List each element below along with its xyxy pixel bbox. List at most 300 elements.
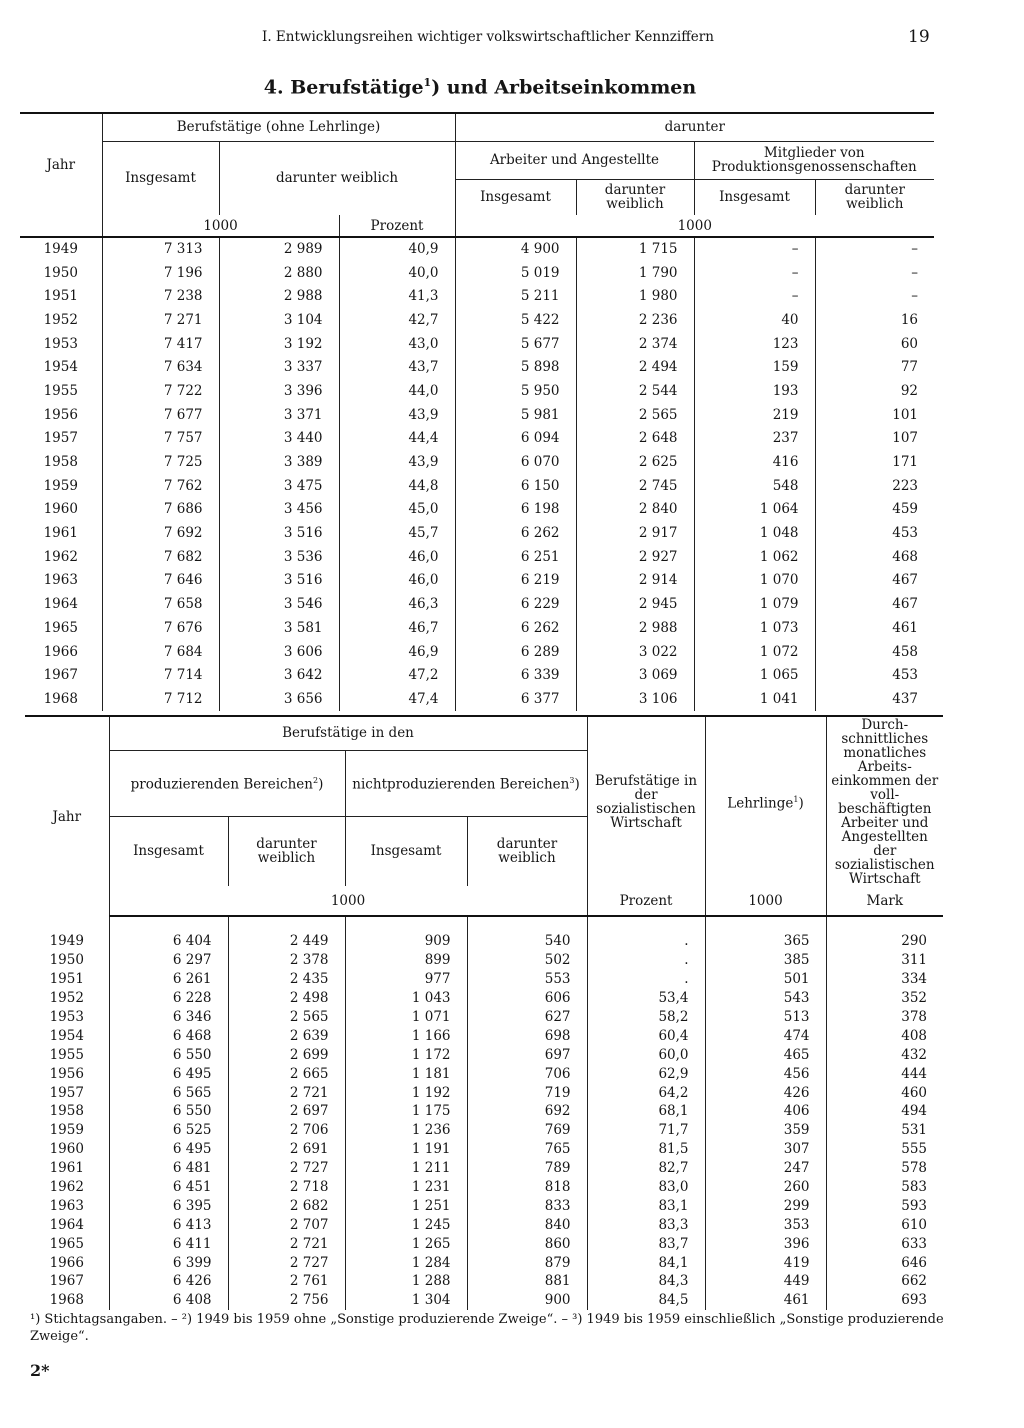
page-title bbox=[0, 76, 960, 98]
table-cell: 698 bbox=[467, 1026, 587, 1045]
table-cell: 237 bbox=[694, 427, 815, 451]
table-row bbox=[25, 1215, 943, 1234]
table-cell: 84,1 bbox=[587, 1253, 705, 1272]
table-cell: 1 064 bbox=[694, 498, 815, 522]
footnote: ¹) Stichtagsangaben. – ²) 1949 bis 1959 ohne „Sonstige produzierende Zweige“. – ³) 1949 bis 1959 einschließlich „Sonstige produzierende Zweige“. bbox=[30, 1312, 944, 1344]
table-cell: 1 070 bbox=[694, 569, 815, 593]
table-cell: 6 198 bbox=[455, 498, 576, 522]
table-cell: 7 271 bbox=[102, 308, 219, 332]
table-cell: 2 745 bbox=[576, 474, 694, 498]
table-row bbox=[25, 951, 943, 970]
table-cell: 6 262 bbox=[455, 616, 576, 640]
table-cell: 219 bbox=[694, 403, 815, 427]
table-cell: 62,9 bbox=[587, 1064, 705, 1083]
table-cell: 6 228 bbox=[109, 989, 228, 1008]
table-cell: 2 498 bbox=[228, 989, 345, 1008]
col-jahr: Jahr bbox=[20, 113, 102, 215]
table-cell: 1 265 bbox=[345, 1234, 467, 1253]
row-year: 1965 bbox=[25, 1234, 109, 1253]
table-cell: 43,9 bbox=[339, 450, 455, 474]
col-darunter: darunter bbox=[455, 113, 934, 141]
table-row bbox=[20, 640, 934, 664]
table-row bbox=[20, 663, 934, 687]
table-cell: 7 757 bbox=[102, 427, 219, 451]
table-cell: 6 070 bbox=[455, 450, 576, 474]
table-cell: 6 525 bbox=[109, 1121, 228, 1140]
row-year: 1957 bbox=[25, 1083, 109, 1102]
table-cell: 456 bbox=[705, 1064, 826, 1083]
table-cell: 548 bbox=[694, 474, 815, 498]
table-cell: 406 bbox=[705, 1102, 826, 1121]
table-cell: 83,3 bbox=[587, 1215, 705, 1234]
col2-sozialistisch: Berufstätige in der sozialistischen Wirtschaft bbox=[587, 716, 705, 886]
table-cell: 159 bbox=[694, 355, 815, 379]
table-cell: 46,9 bbox=[339, 640, 455, 664]
table-cell: 44,8 bbox=[339, 474, 455, 498]
table-cell: 1 980 bbox=[576, 284, 694, 308]
table-cell: 2 727 bbox=[228, 1159, 345, 1178]
table-cell: 467 bbox=[892, 572, 919, 589]
table-cell: 1 790 bbox=[576, 261, 694, 285]
table-cell: 3 656 bbox=[219, 687, 339, 711]
table-cell: 818 bbox=[467, 1178, 587, 1197]
table-cell: 2 665 bbox=[228, 1064, 345, 1083]
table-cell: 7 238 bbox=[102, 284, 219, 308]
table-cell: 396 bbox=[705, 1234, 826, 1253]
table-cell: 444 bbox=[901, 1065, 928, 1082]
table-cell: 468 bbox=[892, 548, 919, 565]
row-year: 1964 bbox=[25, 1215, 109, 1234]
table-cell: 2 721 bbox=[228, 1234, 345, 1253]
row-year: 1966 bbox=[20, 640, 102, 664]
table-cell: 5 950 bbox=[455, 379, 576, 403]
table-cell: 43,0 bbox=[339, 332, 455, 356]
table-row bbox=[20, 474, 934, 498]
table-cell: 3 337 bbox=[219, 355, 339, 379]
table-cell: 531 bbox=[901, 1122, 928, 1139]
table-cell: 45,7 bbox=[339, 521, 455, 545]
table-cell: 860 bbox=[467, 1234, 587, 1253]
unit-prozent: Prozent bbox=[339, 215, 455, 237]
table-cell: 5 211 bbox=[455, 284, 576, 308]
table-cell: 977 bbox=[345, 970, 467, 989]
table-cell: 646 bbox=[901, 1254, 928, 1271]
row-year: 1959 bbox=[25, 1121, 109, 1140]
table-cell: 60 bbox=[900, 335, 919, 352]
table-cell: 2 945 bbox=[576, 592, 694, 616]
table-cell: 3 106 bbox=[576, 687, 694, 711]
table-cell: 2 544 bbox=[576, 379, 694, 403]
table-cell: 461 bbox=[892, 619, 919, 636]
table-cell: 58,2 bbox=[587, 1008, 705, 1027]
table-cell: – bbox=[911, 288, 919, 305]
table-row bbox=[20, 308, 934, 332]
table-cell: 44,4 bbox=[339, 427, 455, 451]
table-cell: 6 411 bbox=[109, 1234, 228, 1253]
col-a-darunter-weiblich: darunter weiblich bbox=[576, 179, 694, 215]
col2-p-darunter-weiblich: darunter weiblich bbox=[228, 816, 345, 886]
table-cell: 6 377 bbox=[455, 687, 576, 711]
table-cell: 307 bbox=[705, 1140, 826, 1159]
table-cell: 458 bbox=[892, 643, 919, 660]
table-row bbox=[25, 1140, 943, 1159]
row-year: 1960 bbox=[25, 1140, 109, 1159]
table-cell: 2 988 bbox=[219, 284, 339, 308]
unit2-mark: Mark bbox=[826, 886, 943, 916]
table-cell: 43,9 bbox=[339, 403, 455, 427]
table-cell: 2 682 bbox=[228, 1196, 345, 1215]
table-cell: 789 bbox=[467, 1159, 587, 1178]
table-cell: 2 988 bbox=[576, 616, 694, 640]
table-cell: 7 762 bbox=[102, 474, 219, 498]
table-cell: 583 bbox=[901, 1179, 928, 1196]
table-row bbox=[20, 237, 934, 261]
table-cell: 1 072 bbox=[694, 640, 815, 664]
table-cell: 299 bbox=[705, 1196, 826, 1215]
table-cell: 2 565 bbox=[576, 403, 694, 427]
table-cell: – bbox=[694, 261, 815, 285]
table-cell: 2 761 bbox=[228, 1272, 345, 1291]
table-cell: 3 516 bbox=[219, 569, 339, 593]
table-cell: 3 069 bbox=[576, 663, 694, 687]
table-cell: 1 245 bbox=[345, 1215, 467, 1234]
table-row bbox=[25, 1064, 943, 1083]
table-cell: 2 565 bbox=[228, 1008, 345, 1027]
table-cell: 84,5 bbox=[587, 1291, 705, 1310]
table-cell: – bbox=[694, 237, 815, 261]
table-cell: 3 546 bbox=[219, 592, 339, 616]
table-row bbox=[25, 1045, 943, 1064]
table-cell: 2 378 bbox=[228, 951, 345, 970]
table-cell: 3 606 bbox=[219, 640, 339, 664]
table-cell: 6 262 bbox=[455, 521, 576, 545]
table-cell: 1 062 bbox=[694, 545, 815, 569]
unit2-1000: 1000 bbox=[109, 886, 587, 916]
page-number: 19 bbox=[908, 27, 930, 47]
table-cell: 5 019 bbox=[455, 261, 576, 285]
table-cell: 2 639 bbox=[228, 1026, 345, 1045]
table-cell: 697 bbox=[467, 1045, 587, 1064]
table-cell: 6 339 bbox=[455, 663, 576, 687]
row-year: 1960 bbox=[20, 498, 102, 522]
row-year: 1958 bbox=[25, 1102, 109, 1121]
table-cell: 81,5 bbox=[587, 1140, 705, 1159]
table-cell: 6 297 bbox=[109, 951, 228, 970]
table-row bbox=[20, 355, 934, 379]
table-cell: 3 389 bbox=[219, 450, 339, 474]
table-cell: 2 917 bbox=[576, 521, 694, 545]
col-berufstaetige: Berufstätige (ohne Lehrlinge) bbox=[102, 113, 455, 141]
table-cell: 40,0 bbox=[339, 261, 455, 285]
table-row bbox=[20, 379, 934, 403]
table-cell: 123 bbox=[694, 332, 815, 356]
table-cell: 460 bbox=[901, 1084, 928, 1101]
table-cell: 83,1 bbox=[587, 1196, 705, 1215]
table-cell: 2 625 bbox=[576, 450, 694, 474]
table-cell: 6 219 bbox=[455, 569, 576, 593]
row-year: 1951 bbox=[25, 970, 109, 989]
table-cell: 3 371 bbox=[219, 403, 339, 427]
table-cell: 334 bbox=[901, 971, 928, 988]
table-row bbox=[25, 1178, 943, 1197]
table-cell: 2 880 bbox=[219, 261, 339, 285]
table-cell: 352 bbox=[901, 990, 928, 1007]
table-cell: 719 bbox=[467, 1083, 587, 1102]
table-cell: 6 404 bbox=[109, 932, 228, 951]
table-cell: 7 725 bbox=[102, 450, 219, 474]
table-cell: . bbox=[587, 970, 705, 989]
table-cell: 6 413 bbox=[109, 1215, 228, 1234]
table-row bbox=[25, 1083, 943, 1102]
table-row bbox=[25, 1121, 943, 1140]
table-row bbox=[25, 1253, 943, 1272]
table-cell: 84,3 bbox=[587, 1272, 705, 1291]
title-footnote-ref: 1 bbox=[423, 76, 432, 89]
col2-berufstaetige-in-den: Berufstätige in den bbox=[109, 716, 587, 750]
page-mark: 2* bbox=[30, 1361, 50, 1380]
table-cell: 1 181 bbox=[345, 1064, 467, 1083]
table-cell: 7 658 bbox=[102, 592, 219, 616]
table-cell: 474 bbox=[705, 1026, 826, 1045]
table-cell: 1 191 bbox=[345, 1140, 467, 1159]
table-cell: 2 927 bbox=[576, 545, 694, 569]
table-cell: 2 697 bbox=[228, 1102, 345, 1121]
table-row bbox=[25, 932, 943, 951]
row-year: 1955 bbox=[25, 1045, 109, 1064]
table-cell: 68,1 bbox=[587, 1102, 705, 1121]
table-cell: 769 bbox=[467, 1121, 587, 1140]
table-row bbox=[20, 284, 934, 308]
table-cell: 60,4 bbox=[587, 1026, 705, 1045]
table-cell: 437 bbox=[892, 690, 919, 707]
table-cell: 6 481 bbox=[109, 1159, 228, 1178]
table-cell: 359 bbox=[705, 1121, 826, 1140]
table-cell: 3 396 bbox=[219, 379, 339, 403]
row-year: 1956 bbox=[25, 1064, 109, 1083]
row-year: 1956 bbox=[20, 403, 102, 427]
table-cell: 540 bbox=[467, 932, 587, 951]
table-cell: 3 456 bbox=[219, 498, 339, 522]
table-cell: 107 bbox=[892, 430, 919, 447]
table-cell: 2 840 bbox=[576, 498, 694, 522]
row-year: 1951 bbox=[20, 284, 102, 308]
table-cell: 6 550 bbox=[109, 1045, 228, 1064]
table-cell: 610 bbox=[901, 1216, 928, 1233]
row-year: 1949 bbox=[20, 237, 102, 261]
running-title: I. Entwicklungsreihen wichtiger volkswirtschaftlicher Kennziffern bbox=[262, 29, 714, 45]
table-cell: 692 bbox=[467, 1102, 587, 1121]
table-cell: 2 707 bbox=[228, 1215, 345, 1234]
table-cell: 6 565 bbox=[109, 1083, 228, 1102]
table-cell: 1 236 bbox=[345, 1121, 467, 1140]
row-year: 1957 bbox=[20, 427, 102, 451]
table-cell: 3 642 bbox=[219, 663, 339, 687]
row-year: 1962 bbox=[25, 1178, 109, 1197]
table-cell: 553 bbox=[467, 970, 587, 989]
table-row bbox=[20, 545, 934, 569]
table-cell: 5 981 bbox=[455, 403, 576, 427]
table-cell: 1 231 bbox=[345, 1178, 467, 1197]
table-cell: 6 251 bbox=[455, 545, 576, 569]
table-cell: 899 bbox=[345, 951, 467, 970]
table-row bbox=[20, 521, 934, 545]
table-cell: 7 676 bbox=[102, 616, 219, 640]
table-cell: 42,7 bbox=[339, 308, 455, 332]
row-year: 1966 bbox=[25, 1253, 109, 1272]
table-cell: 6 229 bbox=[455, 592, 576, 616]
table-cell: 311 bbox=[901, 952, 928, 969]
table-cell: 459 bbox=[892, 501, 919, 518]
table-cell: 40 bbox=[694, 308, 815, 332]
table-cell: 494 bbox=[901, 1103, 928, 1120]
table-cell: 465 bbox=[705, 1045, 826, 1064]
table-cell: 7 722 bbox=[102, 379, 219, 403]
table-cell: 43,7 bbox=[339, 355, 455, 379]
table-cell: 378 bbox=[901, 1009, 928, 1025]
table-cell: 193 bbox=[694, 379, 815, 403]
table-cell: 1 048 bbox=[694, 521, 815, 545]
table-cell: 900 bbox=[467, 1291, 587, 1310]
table-cell: 2 989 bbox=[219, 237, 339, 261]
col2-produzierend: produzierenden Bereichen$^2$) bbox=[109, 750, 345, 816]
table-cell: 101 bbox=[892, 406, 919, 423]
table-cell: 2 494 bbox=[576, 355, 694, 379]
table-cell: 46,0 bbox=[339, 545, 455, 569]
table-row bbox=[25, 1272, 943, 1291]
row-year: 1952 bbox=[25, 989, 109, 1008]
table-cell: 53,4 bbox=[587, 989, 705, 1008]
table-cell: 2 718 bbox=[228, 1178, 345, 1197]
table-cell: 6 399 bbox=[109, 1253, 228, 1272]
table-cell: 6 550 bbox=[109, 1102, 228, 1121]
table-cell: 606 bbox=[467, 989, 587, 1008]
table-cell: 6 495 bbox=[109, 1064, 228, 1083]
table-cell: 7 313 bbox=[102, 237, 219, 261]
table-row bbox=[20, 687, 934, 711]
table1-body bbox=[20, 237, 934, 711]
table-cell: 1 166 bbox=[345, 1026, 467, 1045]
table-cell: 353 bbox=[705, 1215, 826, 1234]
title-main: 4. Berufstätige bbox=[263, 76, 424, 99]
table-cell: 1 041 bbox=[694, 687, 815, 711]
table-cell: 71,7 bbox=[587, 1121, 705, 1140]
table-cell: 578 bbox=[901, 1160, 928, 1177]
table-cell: 5 677 bbox=[455, 332, 576, 356]
table-cell: 5 898 bbox=[455, 355, 576, 379]
table-cell: 453 bbox=[892, 667, 919, 684]
table-cell: 3 104 bbox=[219, 308, 339, 332]
table-cell: 7 196 bbox=[102, 261, 219, 285]
table-cell: 60,0 bbox=[587, 1045, 705, 1064]
row-year: 1962 bbox=[20, 545, 102, 569]
table-cell: 1 172 bbox=[345, 1045, 467, 1064]
table-cell: 706 bbox=[467, 1064, 587, 1083]
col2-nichtproduzierend: nichtproduzierenden Bereichen$^3$) bbox=[345, 750, 587, 816]
table-cell: 64,2 bbox=[587, 1083, 705, 1102]
col-m-insgesamt: Insgesamt bbox=[694, 179, 815, 215]
page-header bbox=[0, 27, 1024, 49]
table-cell: 3 475 bbox=[219, 474, 339, 498]
table-cell: 7 684 bbox=[102, 640, 219, 664]
table-cell: 2 721 bbox=[228, 1083, 345, 1102]
table-cell: 7 714 bbox=[102, 663, 219, 687]
table-cell: 92 bbox=[900, 382, 919, 399]
table-cell: 513 bbox=[705, 1008, 826, 1027]
table-cell: 840 bbox=[467, 1215, 587, 1234]
row-year: 1967 bbox=[20, 663, 102, 687]
table-cell: 6 395 bbox=[109, 1196, 228, 1215]
table-cell: 46,3 bbox=[339, 592, 455, 616]
unit-1000-b: 1000 bbox=[455, 215, 934, 237]
table-row bbox=[25, 1008, 943, 1027]
col2-jahr: Jahr bbox=[25, 716, 109, 916]
table-cell: 1 175 bbox=[345, 1102, 467, 1121]
table-cell: 6 094 bbox=[455, 427, 576, 451]
col-insgesamt: Insgesamt bbox=[102, 141, 219, 215]
table-cell: 662 bbox=[901, 1273, 928, 1290]
table-cell: 909 bbox=[345, 932, 467, 951]
table-cell: 2 699 bbox=[228, 1045, 345, 1064]
col-darunter-weiblich: darunter weiblich bbox=[219, 141, 455, 215]
table-cell: 83,0 bbox=[587, 1178, 705, 1197]
table-cell: – bbox=[694, 284, 815, 308]
table-cell: 46,7 bbox=[339, 616, 455, 640]
row-year: 1949 bbox=[25, 932, 109, 951]
table-cell: 627 bbox=[467, 1008, 587, 1027]
table-cell: – bbox=[911, 264, 919, 281]
row-year: 1964 bbox=[20, 592, 102, 616]
table-cell: 40,9 bbox=[339, 237, 455, 261]
table-cell: 2 374 bbox=[576, 332, 694, 356]
table-cell: 543 bbox=[705, 989, 826, 1008]
table-cell: . bbox=[587, 932, 705, 951]
employment-table bbox=[20, 112, 934, 711]
row-year: 1961 bbox=[20, 521, 102, 545]
row-year: 1952 bbox=[20, 308, 102, 332]
table-cell: 555 bbox=[901, 1141, 928, 1158]
table-cell: 1 288 bbox=[345, 1272, 467, 1291]
row-year: 1953 bbox=[20, 332, 102, 356]
table-cell: 419 bbox=[705, 1253, 826, 1272]
row-year: 1965 bbox=[20, 616, 102, 640]
table-row bbox=[25, 970, 943, 989]
table-cell: 171 bbox=[892, 454, 919, 471]
table-cell: 633 bbox=[901, 1235, 928, 1252]
table-cell: 2 756 bbox=[228, 1291, 345, 1310]
table-cell: 6 289 bbox=[455, 640, 576, 664]
col2-p-insgesamt: Insgesamt bbox=[109, 816, 228, 886]
row-year: 1967 bbox=[25, 1272, 109, 1291]
table-cell: 45,0 bbox=[339, 498, 455, 522]
table-cell: 16 bbox=[900, 311, 919, 328]
table-cell: 4 900 bbox=[455, 237, 576, 261]
table-cell: 260 bbox=[705, 1178, 826, 1197]
row-year: 1950 bbox=[20, 261, 102, 285]
table-cell: 7 682 bbox=[102, 545, 219, 569]
table-cell: 1 079 bbox=[694, 592, 815, 616]
unit2-1000-b: 1000 bbox=[705, 886, 826, 916]
row-year: 1955 bbox=[20, 379, 102, 403]
row-year: 1963 bbox=[25, 1196, 109, 1215]
table-cell: 1 043 bbox=[345, 989, 467, 1008]
table-cell: 82,7 bbox=[587, 1159, 705, 1178]
table-cell: 385 bbox=[705, 951, 826, 970]
table-cell: 83,7 bbox=[587, 1234, 705, 1253]
table-cell: . bbox=[587, 951, 705, 970]
table-cell: 7 677 bbox=[102, 403, 219, 427]
table-cell: 1 192 bbox=[345, 1083, 467, 1102]
row-year: 1958 bbox=[20, 450, 102, 474]
